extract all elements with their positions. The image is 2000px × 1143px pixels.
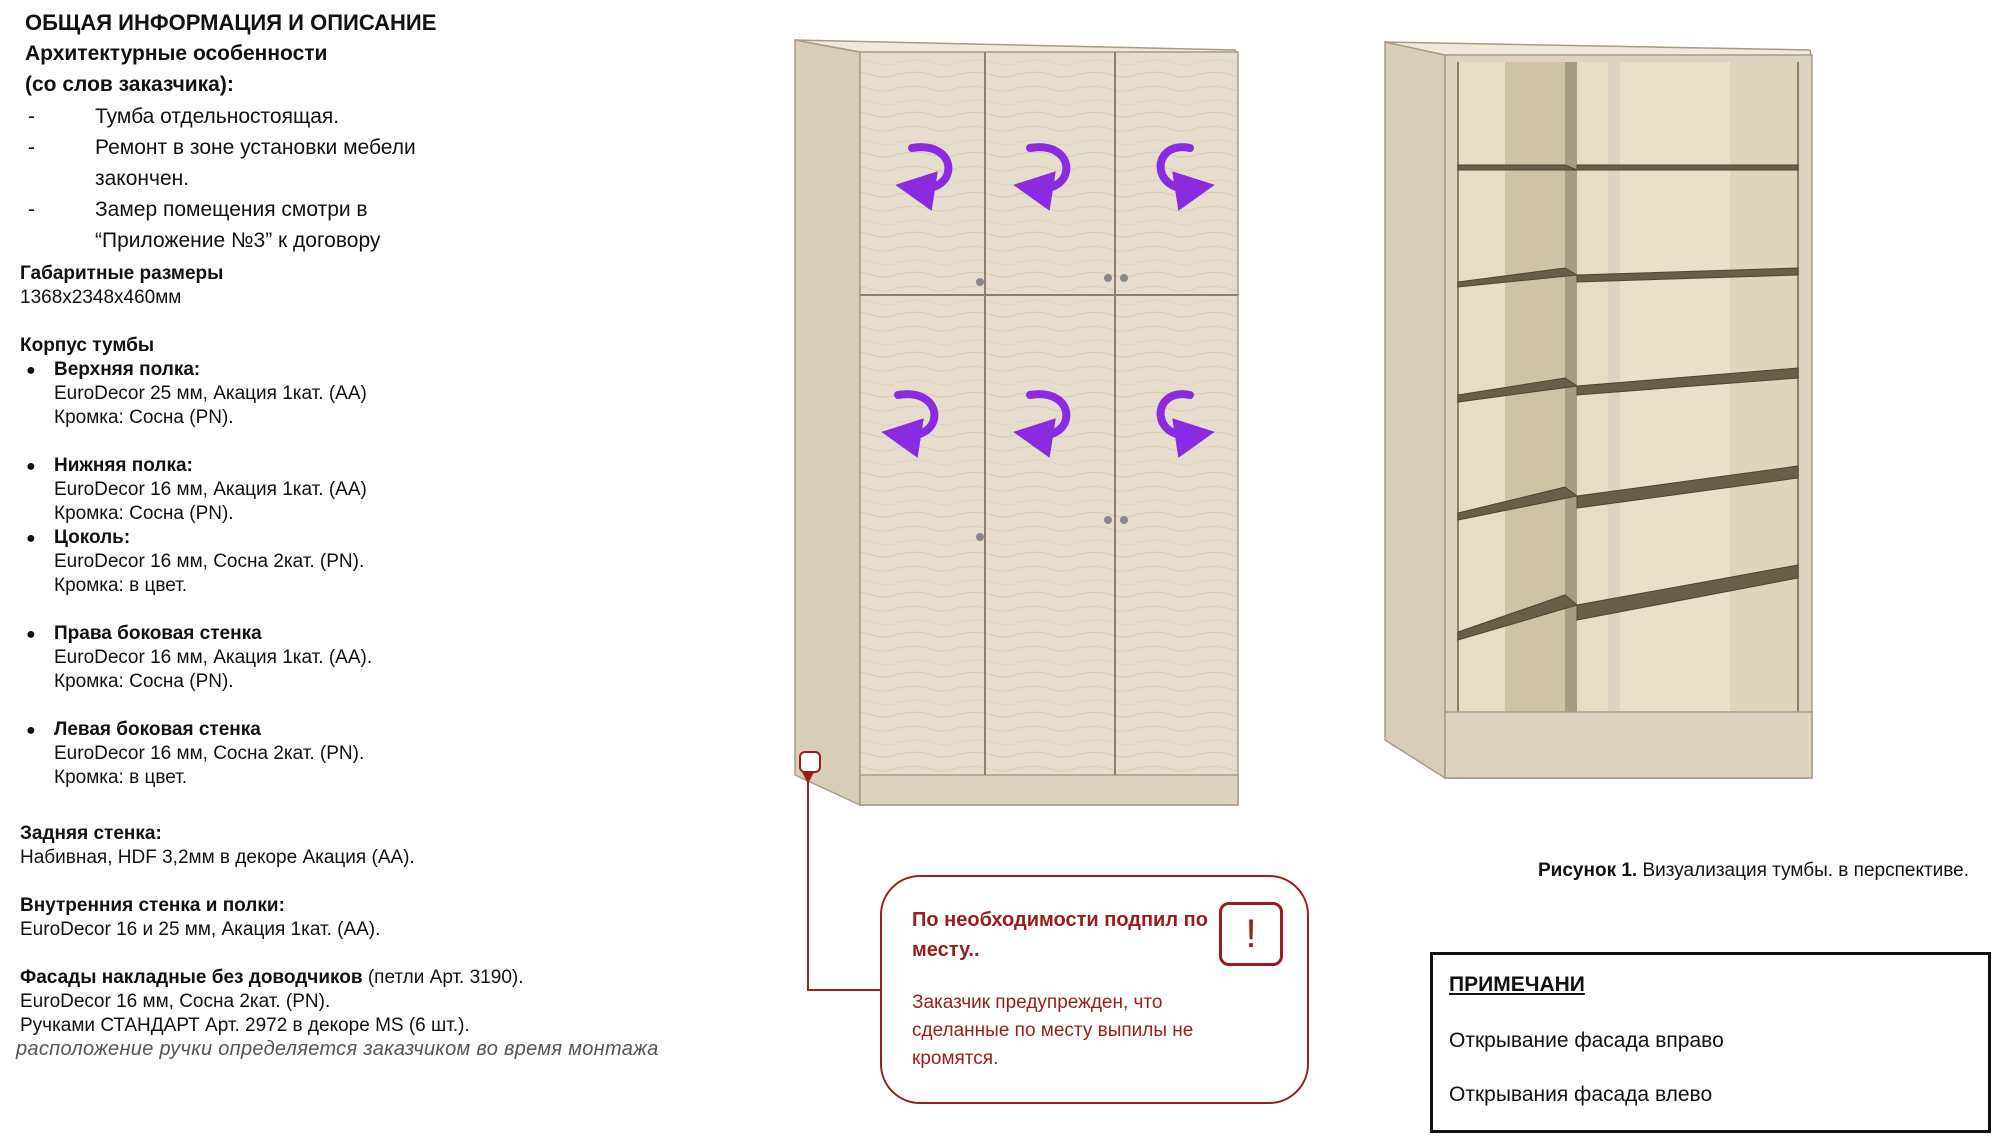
- cabinet-plinth: [860, 775, 1238, 805]
- inner-label: Внутренния стенка и полки:: [20, 895, 285, 916]
- body-item-material: EuroDecor 16 мм, Акация 1кат. (АА).: [54, 647, 373, 668]
- bullet: ●: [26, 458, 36, 475]
- facades-handles: Ручками СТАНДАРТ Арт. 2972 в декоре MS (6 шт.).: [20, 1015, 470, 1036]
- body-item-name: Цоколь:: [54, 527, 131, 548]
- closed-cabinet-drawing: [795, 40, 1238, 990]
- body-item-edge: Кромка: Сосна (PN).: [54, 503, 234, 524]
- inner-value: EuroDecor 16 и 25 мм, Акация 1кат. (АА).: [20, 919, 381, 940]
- body-item-material: EuroDecor 16 мм, Сосна 2кат. (PN).: [54, 551, 365, 572]
- body-item-name: Верхняя полка:: [54, 359, 201, 380]
- dimensions-label: Габаритные размеры: [20, 263, 224, 284]
- feature-dash: -: [28, 105, 35, 128]
- body-item-edge: Кромка: Сосна (PN).: [54, 671, 234, 692]
- feature-text: “Приложение №3” к договору: [95, 229, 381, 252]
- warning-title: По необходимости подпил по месту..: [912, 909, 1208, 961]
- feature-text: закончен.: [95, 167, 190, 190]
- cabinet-side-panel: [795, 40, 860, 805]
- open-cabinet-drawing: [1385, 42, 1812, 778]
- body-item-material: EuroDecor 16 мм, Акация 1кат. (АА): [54, 479, 367, 500]
- legend-box: [1430, 952, 1991, 1133]
- dimensions-value: 1368х2348х460мм: [20, 287, 182, 308]
- cabinet-front: [860, 52, 1238, 805]
- feature-text: Замер помещения смотри в: [95, 198, 368, 221]
- bullet: ●: [26, 530, 36, 547]
- back-wall-label: Задняя стенка:: [20, 823, 162, 844]
- facades-note: расположение ручки определяется заказчиком во время монтажа: [16, 1038, 659, 1060]
- body-item-edge: Кромка: в цвет.: [54, 575, 188, 596]
- section-title: ОБЩАЯ ИНФОРМАЦИЯ И ОПИСАНИЕ: [25, 10, 437, 35]
- body-item-material: EuroDecor 16 мм, Сосна 2кат. (PN).: [54, 743, 365, 764]
- bullet: ●: [26, 362, 36, 379]
- callout-line: [808, 778, 880, 990]
- back-wall-value: Набивная, HDF 3,2мм в декоре Акация (АА).: [20, 847, 415, 868]
- body-item-name: Нижняя полка:: [54, 455, 193, 476]
- section-subtitle: Архитектурные особенности: [25, 42, 328, 65]
- warning-text: Заказчик предупрежден, что сделанные по месту выпилы не кромятся.: [912, 992, 1194, 1069]
- feature-text: Тумба отдельностоящая.: [95, 105, 340, 128]
- facades-label-bold: Фасады накладные без доводчиков: [20, 967, 363, 988]
- body-item-material: EuroDecor 25 мм, Акация 1кат. (АА): [54, 383, 367, 404]
- caption-text: Визуализация тумбы. в перспективе.: [1637, 860, 1970, 881]
- body-heading: Корпус тумбы: [20, 335, 155, 356]
- body-item-edge: Кромка: Сосна (PN).: [54, 407, 234, 428]
- legend-open-right-label: Открывание фасада вправо: [1449, 1029, 1724, 1052]
- caption-label: Рисунок 1.: [1538, 860, 1638, 881]
- exclamation-icon: !: [1219, 902, 1283, 966]
- feature-dash: -: [28, 136, 35, 159]
- bullet: ●: [26, 722, 36, 739]
- facades-label-rest: (петли Арт. 3190).: [362, 967, 524, 988]
- section-subtitle-2: (со слов заказчика):: [25, 73, 234, 96]
- body-item-name: Права боковая стенка: [54, 623, 262, 644]
- warning-callout: [880, 875, 1309, 1104]
- feature-dash: -: [28, 198, 35, 221]
- body-item-edge: Кромка: в цвет.: [54, 767, 188, 788]
- cut-marker: [800, 752, 820, 772]
- feature-text: Ремонт в зоне установки мебели: [95, 136, 416, 159]
- body-item-name: Левая боковая стенка: [54, 719, 261, 740]
- facades-material: EuroDecor 16 мм, Сосна 2кат. (PN).: [20, 991, 331, 1012]
- bullet: ●: [26, 626, 36, 643]
- legend-title: ПРИМЕЧАНИ: [1449, 973, 1585, 996]
- legend-open-left-label: Открывания фасада влево: [1449, 1083, 1713, 1106]
- figure-caption: [1538, 860, 1969, 882]
